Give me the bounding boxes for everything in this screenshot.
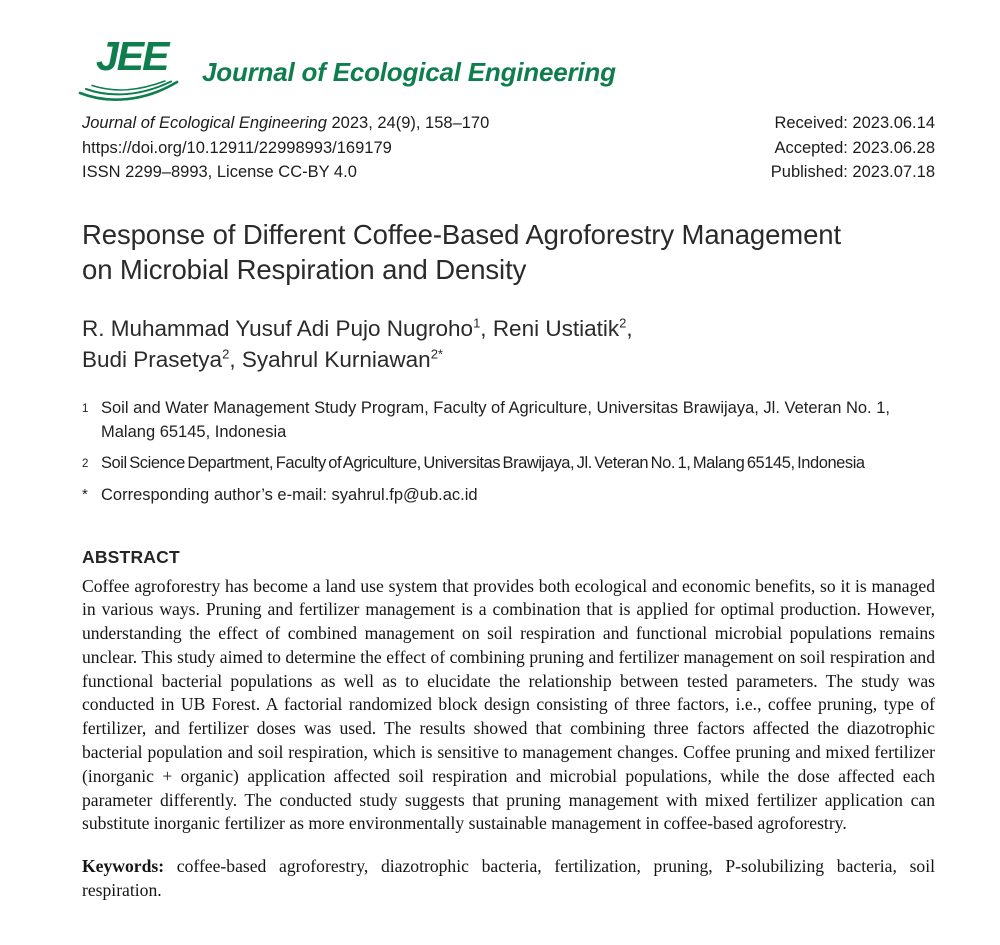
author-separator: , (229, 346, 242, 372)
affiliation-text: Soil and Water Management Study Program, Faculty of Agriculture, Universitas Brawijaya, Jl. Veteran No. 1, Malang 65145, Indonesia (101, 398, 890, 441)
author-affil-sup: 1 (473, 315, 481, 330)
author-separator: , (480, 315, 493, 341)
jee-logo-text: JEE (96, 33, 168, 79)
jee-logo (82, 33, 188, 100)
authors-line-2 (82, 344, 935, 375)
authors-block (82, 313, 935, 375)
author-name: Syahrul Kurniawan (241, 346, 431, 372)
abstract-heading: ABSTRACT (82, 546, 180, 567)
citation-journal-name: Journal of Ecological Engineering (82, 114, 327, 132)
keywords-label: Keywords: (82, 856, 165, 877)
journal-name: Journal of Ecological Engineering (202, 57, 616, 87)
corresponding-marker: * (82, 485, 88, 503)
issn-license-line: ISSN 2299–8993, License CC-BY 4.0 (82, 163, 357, 181)
affiliation-text: Soil Science Department, Faculty of Agriculture, Universitas Brawijaya, Jl. Veteran No. 1, Malang 65145, Indonesia (101, 453, 865, 472)
author-name: R. Muhammad Yusuf Adi Pujo Nugroho (82, 315, 474, 341)
author-name: Reni Ustiatik (492, 315, 620, 341)
author-name: Budi Prasetya (82, 346, 223, 372)
meta-block (82, 111, 935, 185)
author-affil-sup: 2* (430, 346, 443, 361)
dates-block (771, 111, 935, 185)
citation-block (82, 111, 489, 185)
author-separator: , (626, 315, 633, 341)
citation-volume-pages: 2023, 24(9), 158–170 (326, 114, 490, 132)
journal-header (82, 33, 935, 102)
affiliation-row (82, 451, 935, 476)
author-affil-sup: 2 (222, 346, 230, 361)
page-title (82, 217, 935, 287)
jee-swoosh-icon (78, 79, 180, 103)
title-line-1: Response of Different Coffee-Based Agroforestry Management (82, 218, 842, 250)
corresponding-author-row (82, 483, 935, 507)
keywords-block (82, 855, 935, 903)
keywords-text: coffee-based agroforestry, diazotrophic bacteria, fertilization, pruning, P-solubilizing bacteria, soil respiration. (82, 856, 935, 901)
accepted-date: Accepted: 2023.06.28 (774, 138, 935, 157)
author-affil-sup: 2 (619, 315, 627, 330)
published-date: Published: 2023.07.18 (770, 163, 935, 181)
corresponding-text (101, 483, 935, 507)
affiliations-block (82, 396, 935, 507)
authors-line-1 (82, 313, 935, 344)
affiliation-marker: 1 (82, 402, 89, 415)
abstract-text: Coffee agroforestry has become a land use system that provides both ecological and economic benefits, so it is managed in various ways. Pruning and fertilizer management is a combination that is applied for optimal production. However, understanding the effect of combined management on soil respiration and functional microbial populations remains unclear. This study aimed to determine the effect of combining pruning and fertilizer management on soil respiration and functional bacterial populations as well as to elucidate the relationship between tested parameters. The study was conducted in UB Forest. A factorial randomized block design consisting of three factors, i.e., coffee pruning, type of fertilizer, and fertilizer doses was used. The results showed that combining three factors affected the diazotrophic bacterial population and soil respiration, which is sensitive to management changes. Coffee pruning and mixed fertilizer (inorganic + organic) application affected soil respiration and microbial populations, while the dose affected each parameter differently. The conducted study suggests that pruning management with mixed fertilizer application can substitute inorganic fertilizer as more environmentally sustainable management in coffee-based agroforestry. (82, 575, 935, 834)
title-line-2: on Microbial Respiration and Density (82, 253, 527, 285)
doi-link[interactable]: https://doi.org/10.12911/22998993/169179 (82, 138, 392, 157)
email-link[interactable]: syahrul.fp@ub.ac.id (331, 485, 478, 504)
affiliation-row (82, 396, 935, 444)
citation-line (82, 111, 489, 136)
affiliation-marker: 2 (82, 457, 89, 470)
corresponding-label: Corresponding author’s e-mail: (101, 485, 332, 504)
received-date: Received: 2023.06.14 (774, 114, 935, 132)
